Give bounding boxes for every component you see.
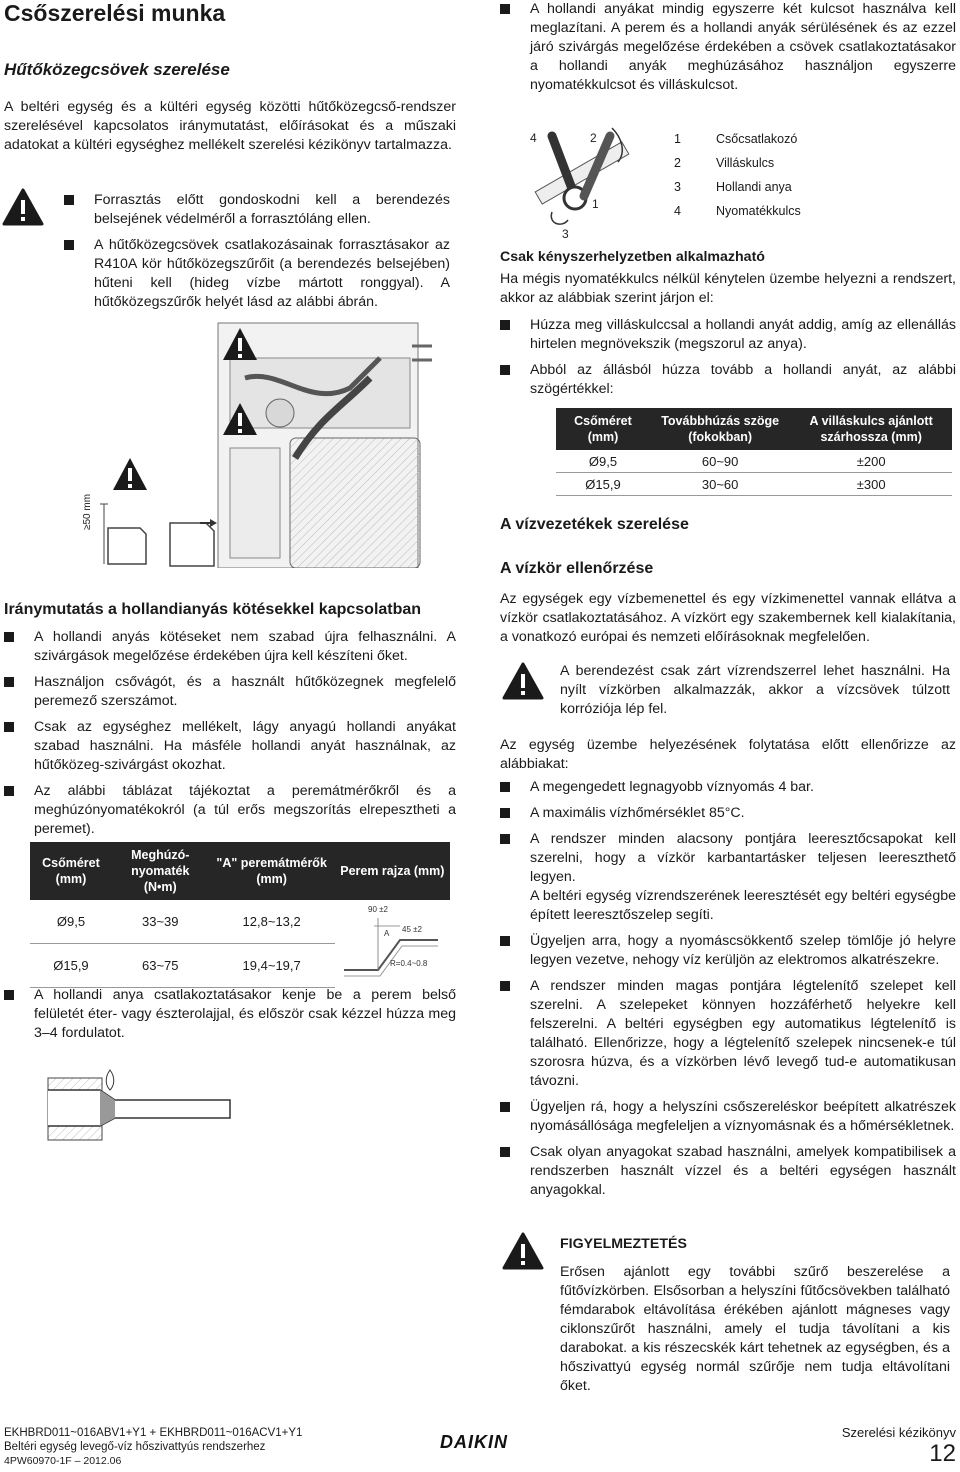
warning-icon bbox=[502, 662, 544, 700]
table-header: Perem rajza (mm) bbox=[335, 842, 450, 900]
unit-interior-figure bbox=[80, 318, 440, 568]
flare-dimension-a-label: A bbox=[384, 929, 390, 938]
emergency-heading: Csak kényszerhelyzetben alkalmazható bbox=[500, 249, 765, 265]
brand-logo: DAIKIN bbox=[440, 1432, 508, 1452]
page-number: 12 bbox=[929, 1440, 956, 1467]
footer-product: Beltéri egység levegő-víz hőszivattyús rendszerhez bbox=[4, 1441, 266, 1453]
list-item: A hűtőközegcsövek csatlakozásainak forrasztásakor az R410A kör hűtőközegszűrőit (a berendezés belsejében) hűteni kell (hideg vízbe mártott ronggyal). A hűtőközegszűrők helyét lásd az alábbi ábrán. bbox=[64, 236, 450, 312]
section-heading-refrigerant: Hűtőközegcsövek szerelése bbox=[4, 60, 230, 79]
caution-heading: FIGYELMEZTETÉS bbox=[560, 1236, 687, 1252]
table-header: A villáskulcs ajánlott szárhossza (mm) bbox=[790, 408, 952, 450]
emergency-text: Ha mégis nyomatékkulcs nélkül kénytelen üzembe helyezni a rendszert, akkor az alábbiak szerint járjon el: bbox=[500, 271, 956, 306]
footer-info bbox=[4, 1426, 302, 1468]
list-item: A rendszer minden magas pontjára légtelenítő szelepet kell szerelni. A szelepeket könnyen hozzáférhető helyekre kell felszerelni. A beltéri egységben egy automatikus légtelenítő is található. Ellenőrizze, hogy a légtelenítő szelepek nincsenek-e túl szorosra húzva, és a vízkörben lévő levegő tud-e automatikusan távozni. bbox=[500, 977, 956, 1091]
list-item: A maximális vízhőmérséklet 85°C. bbox=[500, 804, 956, 823]
flare-oil-list bbox=[4, 986, 456, 1050]
clearance-label: ≥50 mm bbox=[82, 493, 93, 530]
callout-4: 4 bbox=[530, 131, 537, 145]
footer-model: EKHBRD011~016ABV1+Y1 + EKHBRD011~016ACV1+Y1 bbox=[4, 1427, 303, 1439]
table-row: Ø15,9 30~60 ±300 bbox=[556, 473, 952, 496]
list-item: Használjon csővágót, és a használt hűtőközegnek megfelelő peremező szerszámot. bbox=[4, 673, 456, 711]
legend-item: 3 Hollandi anya bbox=[674, 180, 792, 194]
section-heading-water: A vízvezetékek szerelése bbox=[500, 516, 689, 533]
flare-oil-drawing bbox=[40, 1060, 240, 1150]
table-row: Ø15,9 63~75 19,4~19,7 bbox=[30, 943, 450, 987]
closed-system-warning: A berendezést csak zárt vízrendszerrel lehet használni. Ha nyílt vízkörben alkalmazzák, akkor a vízcsövek túlzott korróziója lép fel. bbox=[560, 663, 950, 717]
refrigerant-intro: A beltéri egység és a kültéri egység közötti hűtőközegcső-rendszer szerelésével kapcsolatos iránymutatást, előírásokat és a műszaki adatokat a kültéri egységhez mellékelt szerelési kézikönyv tartalmazza. bbox=[4, 99, 456, 153]
wrench-figure bbox=[522, 124, 642, 244]
section-heading-flare: Iránymutatás a hollandianyás kötésekkel kapcsolatban bbox=[4, 601, 422, 618]
flare-angle-90-label: 90 ±2 bbox=[368, 905, 389, 914]
double-wrench-list bbox=[500, 0, 956, 102]
callout-2: 2 bbox=[590, 131, 597, 145]
table-row: Ø9,5 60~90 ±200 bbox=[556, 450, 952, 473]
legend-item: 2 Villáskulcs bbox=[674, 156, 775, 170]
flare-table bbox=[30, 842, 450, 988]
list-item: Csak az egységhez mellékelt, lágy anyagú hollandi anyákat szabad használni. Ha másféle hollandi anyát használnak, az hűtőközeg-szivárgást okozhat. bbox=[4, 718, 456, 775]
manual-name: Szerelési kézikönyv bbox=[841, 1425, 956, 1440]
list-item: Abból az állásból húzza tovább a hollandi anyát, az alábbi szögértékkel: bbox=[500, 361, 956, 399]
angle-table bbox=[556, 408, 952, 496]
filter-recommendation: Erősen ajánlott egy további szűrő beszerelése a fűtővízkörben. Elsősorban a helyszíni fűtőcsövekben található fémdarabok eltávolítása érékében ajánlott mágneses vagy ciklonszűrőt használni, amely el tudja távolítani a kis darabokat. a kis részecskék kárt tehetnek az egységben, és a hőszivattyú egység normál szűrője nem tudja eltávolítani őket. bbox=[560, 1264, 950, 1394]
warning-icon bbox=[2, 188, 44, 226]
callout-3: 3 bbox=[562, 227, 569, 241]
list-item: Ügyeljen arra, hogy a nyomáscsökkentő szelep tömlője jó helyre legyen vezetve, nehogy víz kerüljön az elektromos alkatrészekre. bbox=[500, 932, 956, 970]
soldering-warning-list bbox=[64, 191, 450, 319]
list-item: Forrasztás előtt gondoskodni kell a berendezés belsejének védelméről a forrasztóláng ellen. bbox=[64, 191, 450, 229]
callout-1: 1 bbox=[592, 197, 599, 211]
emergency-steps-list bbox=[500, 316, 956, 406]
flare-radius-label: R=0.4~0.8 bbox=[390, 959, 428, 968]
footer-doc-number: 4PW60970-1F – 2012.06 bbox=[4, 1455, 122, 1467]
check-intro: Az egység üzembe helyezésének folytatása előtt ellenőrizze az alábbiakat: bbox=[500, 737, 956, 772]
legend-item: 1 Csőcsatlakozó bbox=[674, 132, 798, 146]
warning-icon bbox=[502, 1232, 544, 1270]
flare-guideline-list bbox=[4, 628, 456, 846]
table-header: Csőméret (mm) bbox=[30, 842, 112, 900]
water-intro: Az egységek egy vízbemenettel és egy vízkimenettel vannak ellátva a vízkör csatlakoztatásához. A vízkört egy szakembernek kell kialakítania, a vonatkozó európai és nemzeti előírásoknak megfelelően. bbox=[500, 591, 956, 645]
list-item: Csak olyan anyagokat szabad használni, amelyek kompatibilisek a rendszerben használt vízzel és a beltéri egységen használt anyagokkal. bbox=[500, 1143, 956, 1200]
table-header: "A" peremátmérők (mm) bbox=[209, 842, 335, 900]
list-item: Az alábbi táblázat tájékoztat a peremátmérőkről és a meghúzónyomatékokról (a túl erős megszorítás elrepesztheti a peremet). bbox=[4, 782, 456, 839]
flare-angle-45-label: 45 ±2 bbox=[402, 925, 423, 934]
list-item: Húzza meg villáskulccsal a hollandi anyát addig, amíg az ellenállás hirtelen megnövekszik (megszorul az anya). bbox=[500, 316, 956, 354]
legend-item: 4 Nyomatékkulcs bbox=[674, 204, 801, 218]
page-title: Csőszerelési munka bbox=[4, 0, 226, 26]
table-header: Csőméret (mm) bbox=[556, 408, 650, 450]
list-item: Ügyeljen rá, hogy a helyszíni csőszereléskor beépített alkatrészek nyomásállósága megfeleljen a víznyomásnak és a hőmérsékletnek. bbox=[500, 1098, 956, 1136]
table-header: Továbbhúzás szöge (fokokban) bbox=[650, 408, 790, 450]
list-item: A hollandi anya csatlakoztatásakor kenje be a perem belső felületét éter- vagy észterolajjal, és először csak kézzel húzza meg 3–4 fordulatot. bbox=[4, 986, 456, 1043]
list-item: A hollandi anyás kötéseket nem szabad újra felhasználni. A szivárgások megelőzése érdekében újra kell készíteni őket. bbox=[4, 628, 456, 666]
section-heading-water-check: A vízkör ellenőrzése bbox=[500, 560, 654, 577]
table-row: Ø9,5 33~39 12,8~13,2 90 ±2 45 ±2 A R=0.4~0.8 bbox=[30, 900, 450, 943]
list-item: A megengedett legnagyobb víznyomás 4 bar. bbox=[500, 778, 956, 797]
water-check-list bbox=[500, 778, 956, 1207]
table-header: Meghúzó-nyomaték (N•m) bbox=[112, 842, 209, 900]
wrench-legend bbox=[674, 127, 801, 223]
flare-drawing bbox=[338, 900, 446, 984]
list-item: A hollandi anyákat mindig egyszerre két kulcsot használva kell meglazítani. A perem és a hollandi anyák sérülésének és az ezzel járó szivárgás megelőzése érdekében a csövek csatlakoztatásakor a hollandi anyák meghúzásához használjon egyszerre nyomatékkulcsot és villáskulcsot. bbox=[500, 0, 956, 95]
list-item: A rendszer minden alacsony pontjára leeresztőcsapokat kell szerelni, hogy a vízkör karbantartásker teljesen leereszthető legyen. A beltéri egység vízrendszerének leeresztését egy beltéri egységbe épített leeresztőszelep segíti. bbox=[500, 830, 956, 925]
